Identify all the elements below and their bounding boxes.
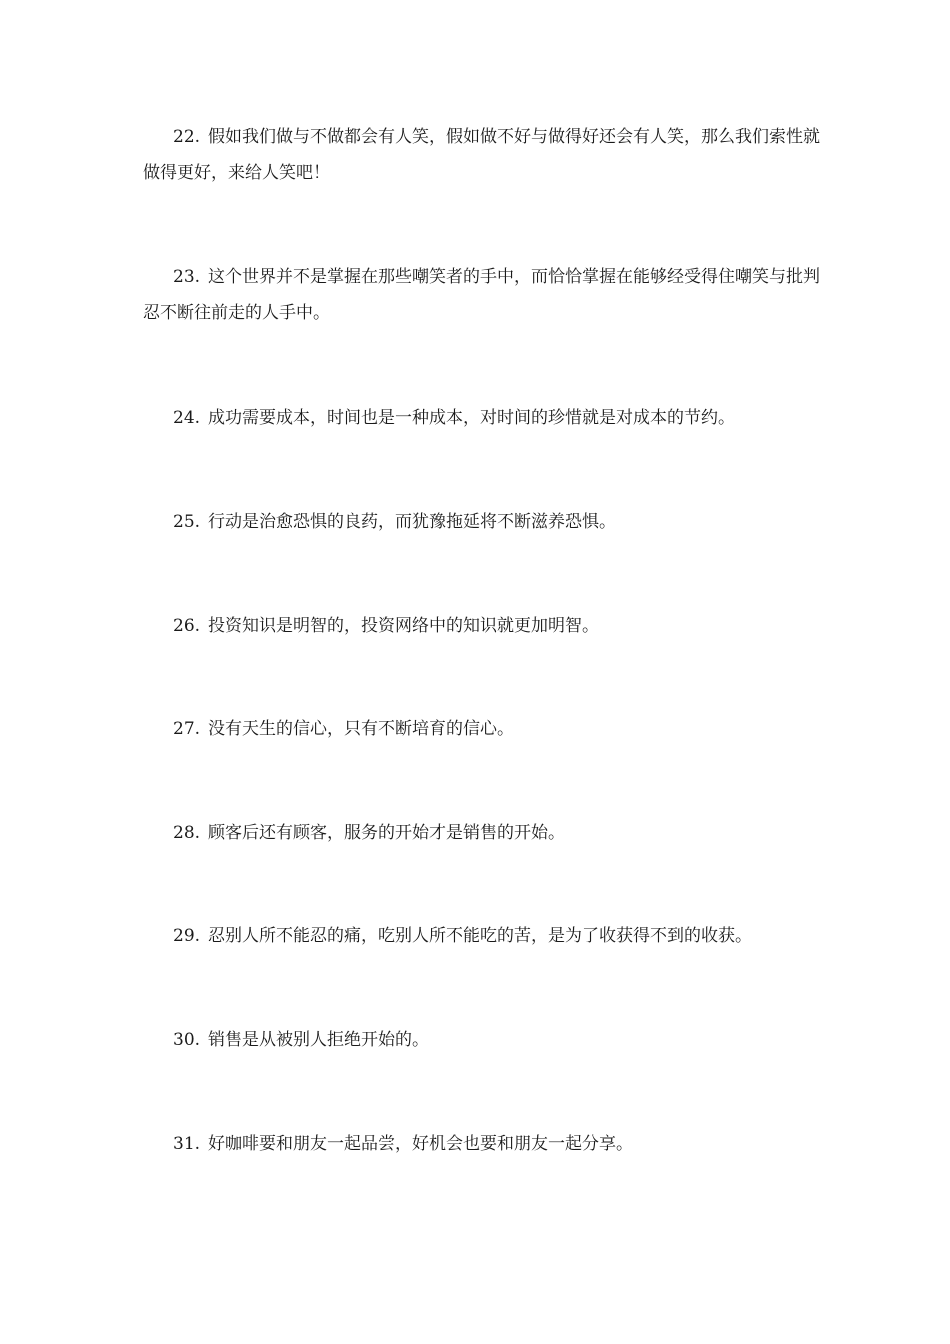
item-text: 行动是治愈恐惧的良药，而犹豫拖延将不断滋养恐惧。 (208, 512, 617, 532)
item-text: 成功需要成本，时间也是一种成本，对时间的珍惜就是对成本的节约。 (208, 408, 736, 428)
item-number: 28. (173, 823, 201, 843)
item-text: 投资知识是明智的，投资网络中的知识就更加明智。 (208, 616, 600, 636)
paragraph-27 (143, 711, 823, 747)
item-text: 忍别人所不能忍的痛，吃别人所不能吃的苦，是为了收获得不到的收获。 (208, 926, 753, 946)
paragraph-24 (143, 400, 823, 436)
item-number: 29. (173, 926, 201, 946)
item-text: 这个世界并不是掌握在那些嘲笑者的手中，而恰恰掌握在能够经受得住嘲笑与批判忍不断往前走的人手中。 (143, 267, 821, 323)
paragraph-30 (143, 1022, 823, 1058)
paragraph-22 (143, 119, 823, 191)
paragraph-25 (143, 504, 823, 540)
item-text: 销售是从被别人拒绝开始的。 (208, 1030, 430, 1050)
item-text: 好咖啡要和朋友一起品尝，好机会也要和朋友一起分享。 (208, 1134, 634, 1154)
item-text: 假如我们做与不做都会有人笑，假如做不好与做得好还会有人笑，那么我们索性就做得更好，来给人笑吧！ (143, 127, 821, 183)
item-number: 22. (173, 127, 201, 147)
paragraph-23 (143, 259, 823, 331)
item-number: 27. (173, 719, 201, 739)
item-number: 25. (173, 512, 201, 532)
paragraph-28 (143, 815, 823, 851)
item-text: 顾客后还有顾客，服务的开始才是销售的开始。 (208, 823, 566, 843)
item-number: 26. (173, 616, 201, 636)
item-number: 31. (173, 1134, 201, 1154)
item-number: 30. (173, 1030, 201, 1050)
item-text: 没有天生的信心，只有不断培育的信心。 (208, 719, 515, 739)
paragraph-31 (143, 1126, 823, 1162)
paragraph-26 (143, 608, 823, 644)
item-number: 23. (173, 267, 201, 287)
item-number: 24. (173, 408, 201, 428)
paragraph-29 (143, 918, 823, 954)
